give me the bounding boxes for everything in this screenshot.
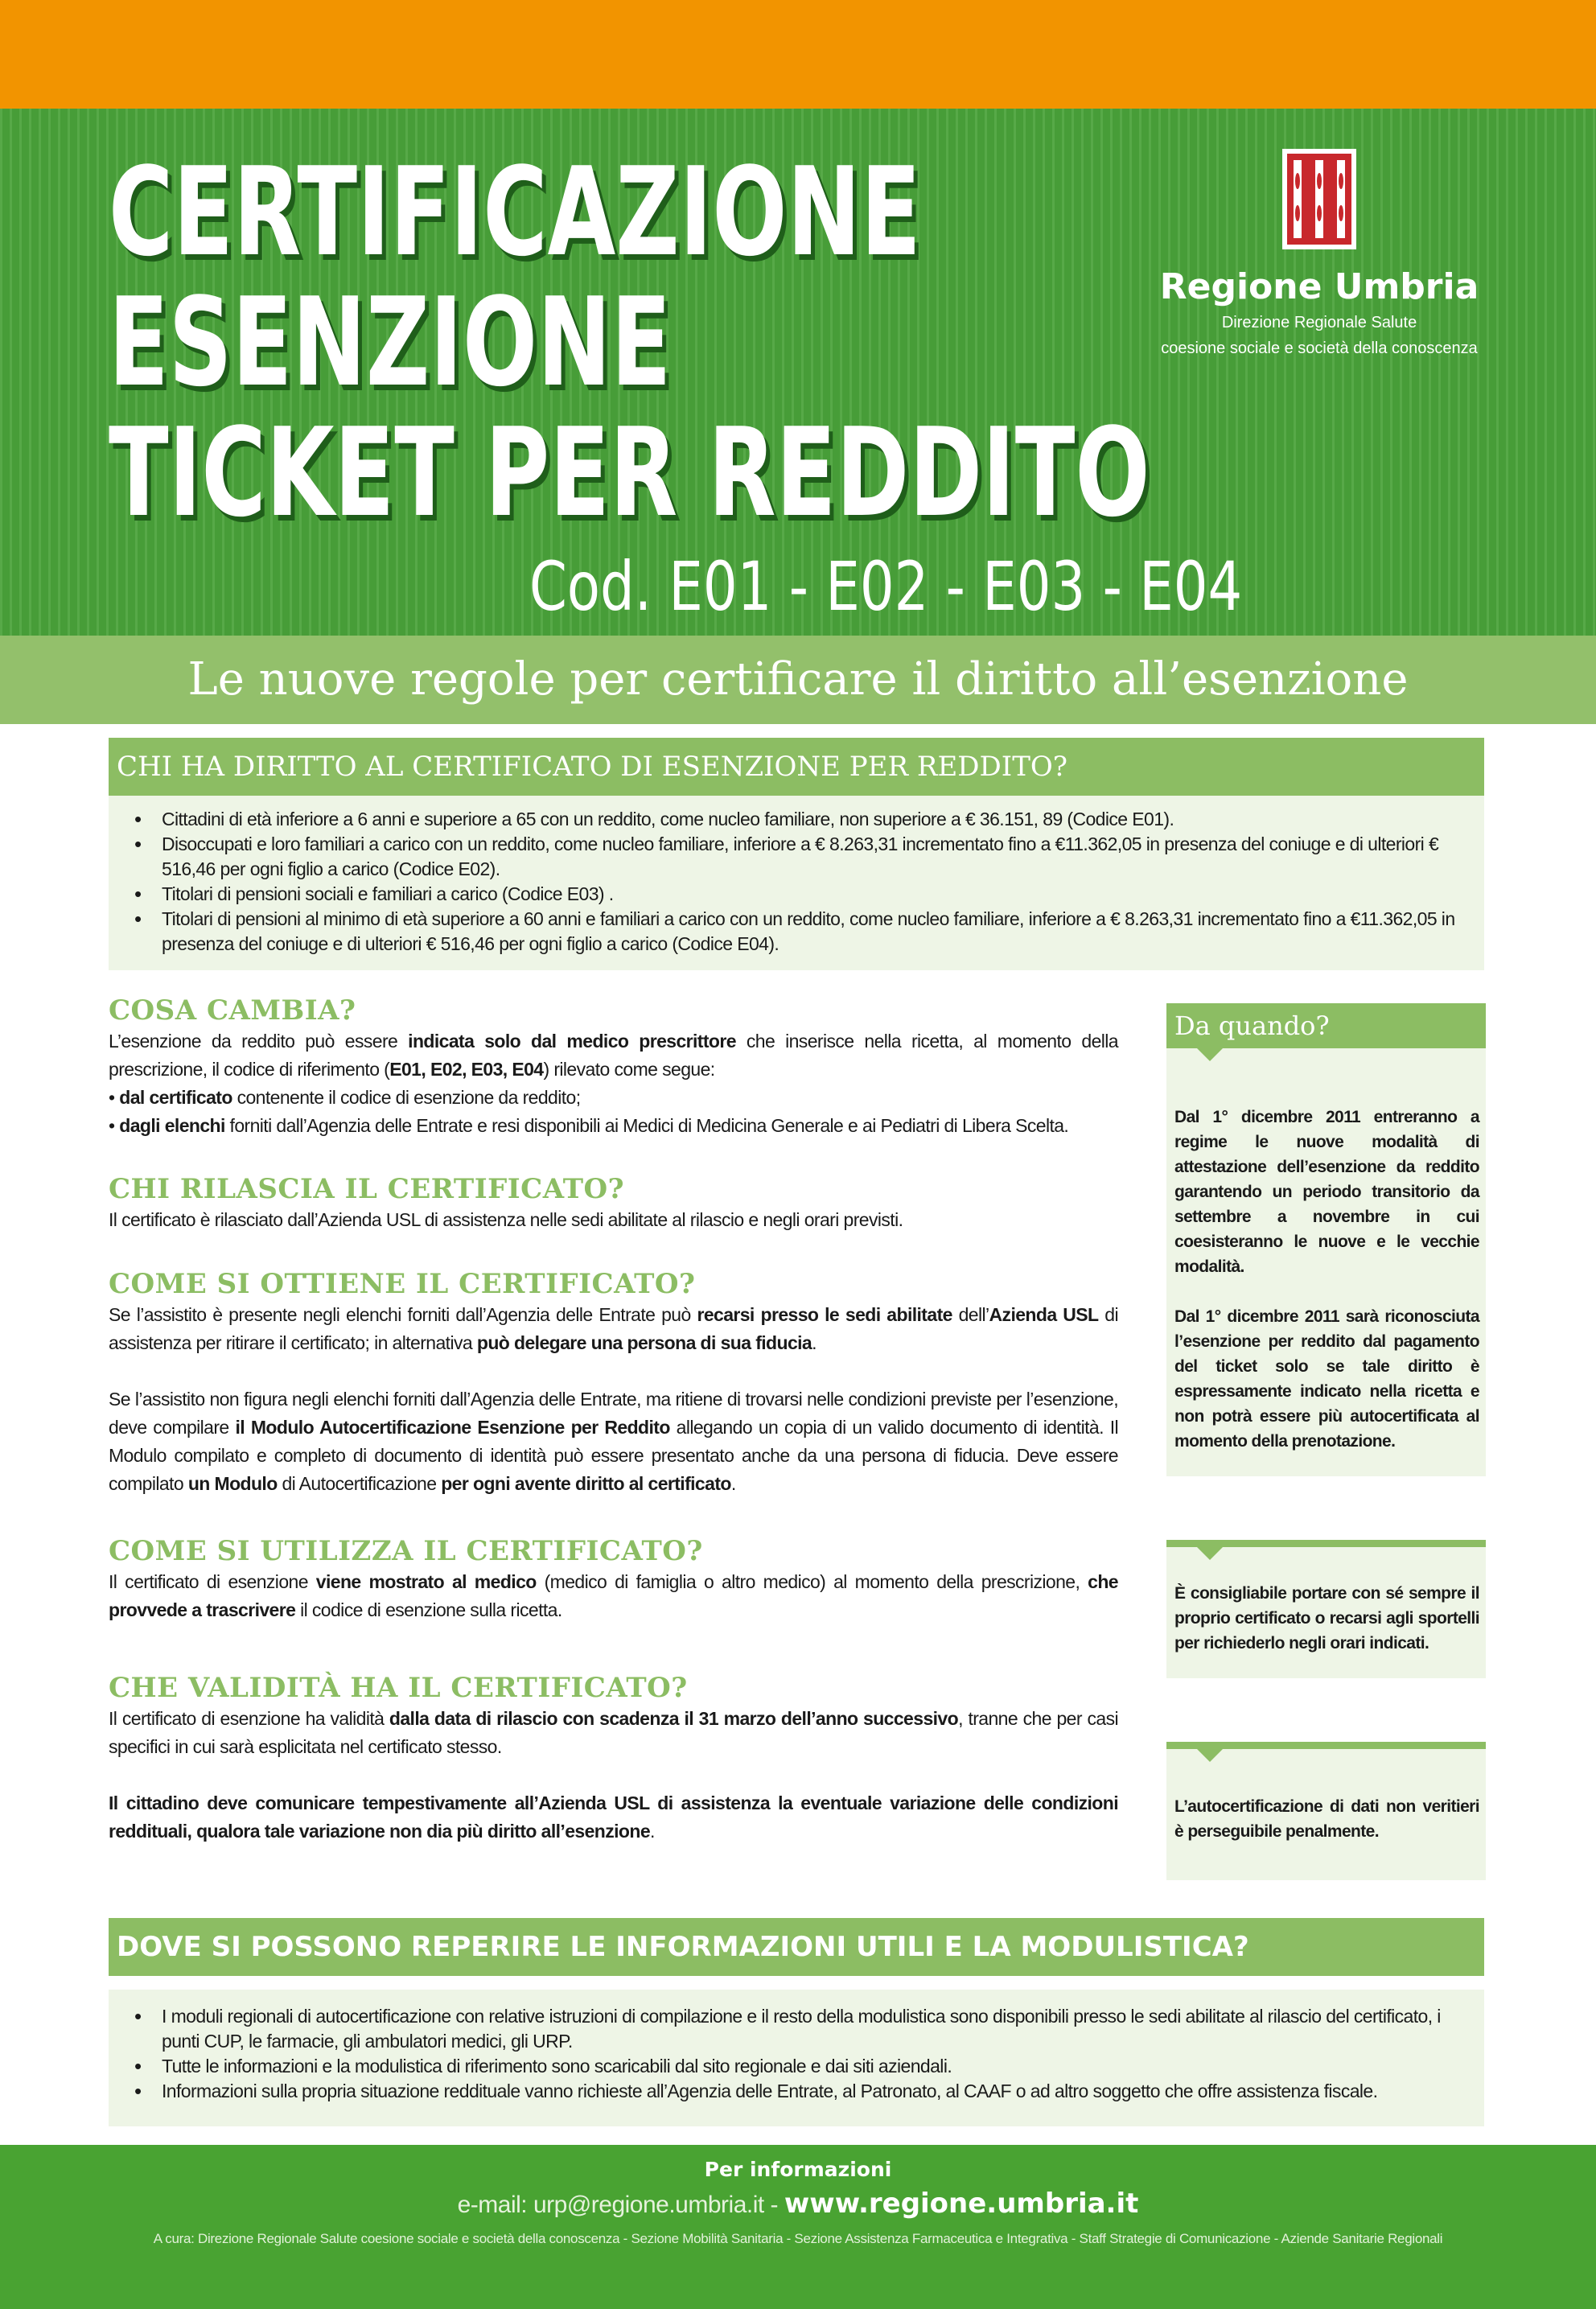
top-orange-band xyxy=(0,0,1596,109)
section-text xyxy=(109,1705,1118,1761)
title-line-2: ESENZIONE xyxy=(109,271,672,414)
footer-email[interactable]: e-mail: urp@regione.umbria.it - xyxy=(457,2192,784,2218)
sidebar-text: Dal 1° dicembre 2011 entreranno a regime le nuove modalità di attestazione dell’esenzione da reddito garantendo un periodo transitorio da settembre a novembre in cui coesisteranno le nuove e le vecchie modalità. xyxy=(1174,1108,1479,1276)
text-bold: E01, E02, E03, E04 xyxy=(389,1059,544,1080)
bullet-line: • dal certificato contenente il codice di esenzione da reddito; xyxy=(109,1087,581,1108)
footer-credits: A cura: Direzione Regionale Salute coesione sociale e società della conoscenza - Sezione Mobilità Sanitaria - Sezione Assistenza Farmaceutica e Integrativa - Staff Strategie di Comunicazione - Aziende Sanitarie Regionali xyxy=(153,2231,1443,2246)
footer xyxy=(0,2145,1596,2309)
text-bold: che provvede a trascrivere xyxy=(109,1571,1118,1620)
poster-title xyxy=(109,141,1150,544)
regione-umbria-logo xyxy=(1142,149,1496,359)
umbria-emblem-icon xyxy=(1282,149,1356,249)
text-run: . xyxy=(730,1473,736,1494)
text-bold: dagli elenchi xyxy=(119,1115,225,1136)
sidebar-heading xyxy=(1166,1003,1486,1048)
footer-contact xyxy=(0,2188,1596,2220)
list-item: • Cittadini di età inferiore a 6 anni e superiore a 65 con un reddito, come nucleo familiare, non superiore a € 36.151, 89 (Codice E01). xyxy=(133,807,1468,832)
sidebar-tip xyxy=(1166,1540,1486,1678)
text-run: dell’ xyxy=(952,1304,989,1325)
logo-subtitle-1: Direzione Regionale Salute xyxy=(1221,314,1417,331)
footer-website-link[interactable]: www.regione.umbria.it xyxy=(784,2188,1139,2220)
subtitle-band xyxy=(0,636,1596,724)
list-item: • Titolari di pensioni al minimo di età superiore a 60 anni e familiari a carico con un reddito, come nucleo familiare, inferiore a € 8.263,31 incrementato fino a €11.362,05 in presenza del coniuge e di ulteriori € 516,46 per ogni figlio a carico (Codice E04). xyxy=(133,907,1468,957)
info-box xyxy=(109,1990,1484,2126)
text-bold: per ogni avente diritto al certificato xyxy=(441,1473,731,1494)
text-bold: dalla data di rilascio con scadenza il 31 marzo dell’anno successivo xyxy=(389,1708,959,1729)
section-text: Il certificato è rilasciato dall’Azienda USL di assistenza nelle sedi abilitate al rilascio e negli orari previsti. xyxy=(109,1209,903,1230)
list-item: • Disoccupati e loro familiari a carico con un reddito, come nucleo familiare, inferiore a € 8.263,31 incrementato fino a €11.362,05 in presenza del coniuge e di ulteriori € 516,46 per ogni figlio a carico (Codice E02). xyxy=(133,832,1468,882)
text-run: Il certificato di esenzione ha validità xyxy=(109,1708,389,1729)
section-validita xyxy=(109,1671,1118,1846)
list-item: • Informazioni sulla propria situazione reddituale vanno richieste all’Agenzia delle Entrate, al Patronato, al CAAF o ad altro soggetto che offre assistenza fiscale. xyxy=(133,2079,1468,2104)
sidebar-text: È consigliabile portare con sé sempre il proprio certificato o recarsi agli sportelli per richiederlo negli orari indicati. xyxy=(1174,1584,1479,1653)
sidebar-heading-text: Da quando? xyxy=(1174,1010,1330,1041)
section-heading: COME SI OTTIENE IL CERTIFICATO? xyxy=(109,1268,696,1300)
exemption-codes: Cod. E01 - E02 - E03 - E04 xyxy=(529,547,1243,626)
variation-notice xyxy=(109,1789,1118,1846)
text-run: allegando un copia di un valido documento di identità. Il Modulo compilato e completo di documento di identità può essere presentato anche da una persona di fiducia. Deve essere compilato xyxy=(109,1417,1119,1494)
list-item: • Titolari di pensioni sociali e familiari a carico (Codice E03) . xyxy=(133,882,1468,907)
section-cosa-cambia xyxy=(109,994,1118,1140)
eligibility-box xyxy=(109,796,1484,970)
text-run: il codice di esenzione sulla ricetta. xyxy=(295,1599,562,1620)
list-item: • I moduli regionali di autocertificazione con relative istruzioni di compilazione e il resto della modulistica sono disponibili presso le sedi abilitate al rilascio del certificato, i punti CUP, le farmacie, gli ambulatori medici, gli URP. xyxy=(133,2004,1468,2054)
footer-label: Per informazioni xyxy=(704,2158,892,2181)
sidebar-strip xyxy=(1166,1540,1486,1547)
section-heading: CHE VALIDITÀ HA IL CERTIFICATO? xyxy=(109,1672,688,1704)
section-come-utilizza xyxy=(109,1534,1118,1624)
text-run: che inserisce nella ricetta, al momento della prescrizione, il codice di riferimento ( xyxy=(109,1031,1118,1080)
bullet-line: • dagli elenchi forniti dall’Agenzia delle Entrate e resi disponibili ai Medici di Medicina Generale e ai Pediatri di Libera Scelta. xyxy=(109,1115,1069,1136)
section-chi-rilascia xyxy=(109,1172,1118,1234)
text-run: Se l’assistito è presente negli elenchi forniti dall’Agenzia delle Entrate può xyxy=(109,1304,697,1325)
text-bold: Il cittadino deve comunicare tempestivamente all’Azienda USL di assistenza la eventuale variazione delle condizioni reddituali, qualora tale variazione non dia più diritto all’esenzione xyxy=(109,1792,1118,1842)
section-text xyxy=(109,1385,1118,1498)
logo-name: Regione Umbria xyxy=(1159,266,1479,307)
section-come-ottiene xyxy=(109,1267,1118,1498)
text-bold: dal certificato xyxy=(119,1087,232,1108)
notch-arrow-icon xyxy=(1197,1749,1223,1762)
eligibility-heading: CHI HA DIRITTO AL CERTIFICATO DI ESENZIONE PER REDDITO? xyxy=(109,738,1484,796)
text-run: L’esenzione da reddito può essere xyxy=(109,1031,409,1052)
sidebar-strip xyxy=(1166,1742,1486,1749)
section-heading: CHI RILASCIA IL CERTIFICATO? xyxy=(109,1173,625,1205)
logo-subtitle-2: coesione sociale e società della conoscenza xyxy=(1161,340,1478,357)
text-run: (medico di famiglia o altro medico) al momento della prescrizione, xyxy=(536,1571,1088,1592)
hero-banner xyxy=(0,109,1596,636)
sidebar-da-quando xyxy=(1166,1003,1486,1476)
text-run: . xyxy=(650,1821,655,1842)
text-run: di assistenza per ritirare il certificato; in alternativa xyxy=(109,1304,1118,1353)
text-bold: viene mostrato al medico xyxy=(315,1571,537,1592)
title-line-3: TICKET PER REDDITO xyxy=(109,401,1150,544)
text-bold: Azienda USL xyxy=(989,1304,1099,1325)
text-run: , tranne che per casi specifici in cui sarà esplicitata nel certificato stesso. xyxy=(109,1708,1119,1757)
text-bold: recarsi presso le sedi abilitate xyxy=(697,1304,952,1325)
info-list xyxy=(133,2004,1468,2104)
sidebar-text: Dal 1° dicembre 2011 sarà riconosciuta l’esenzione per reddito dal pagamento del ticket solo se tale diritto è espressamente indicato nella ricetta e non potrà essere più autocertificata al momento della prenotazione. xyxy=(1174,1307,1479,1451)
list-item: • Tutte le informazioni e la modulistica di riferimento sono scaricabili dal sito regionale e dai siti aziendali. xyxy=(133,2054,1468,2079)
text-run: Il certificato di esenzione xyxy=(109,1571,316,1592)
section-heading: COSA CAMBIA? xyxy=(109,994,356,1027)
text-bold: può delegare una persona di sua fiducia xyxy=(476,1332,812,1353)
text-run: . xyxy=(812,1332,817,1353)
title-line-1: CERTIFICAZIONE xyxy=(109,141,921,283)
info-heading: DOVE SI POSSONO REPERIRE LE INFORMAZIONI UTILI E LA MODULISTICA? xyxy=(109,1918,1484,1976)
sidebar-text: L’autocertificazione di dati non veritieri è perseguibile penalmente. xyxy=(1174,1797,1479,1841)
text-bold: un Modulo xyxy=(187,1473,278,1494)
section-text xyxy=(109,1568,1118,1624)
poster-subtitle: Le nuove regole per certificare il diritto all’esenzione xyxy=(187,653,1409,706)
section-text xyxy=(109,1027,1118,1084)
eligibility-list xyxy=(133,807,1468,957)
sidebar-warning xyxy=(1166,1742,1486,1880)
notch-arrow-icon xyxy=(1197,1547,1223,1560)
text-run: forniti dall’Agenzia delle Entrate e resi disponibili ai Medici di Medicina Generale e ai Pediatri di Libera Scelta. xyxy=(224,1115,1069,1136)
notch-arrow-icon xyxy=(1197,1048,1223,1061)
text-bold: il Modulo Autocertificazione Esenzione per Reddito xyxy=(235,1417,670,1438)
text-run: Se l’assistito non figura negli elenchi forniti dall’Agenzia delle Entrate, ma ritiene di trovarsi nelle condizioni previste per l’esenzione, deve compilare xyxy=(109,1389,1118,1438)
text-run: contenente il codice di esenzione da reddito; xyxy=(232,1087,581,1108)
section-text xyxy=(109,1301,1118,1357)
section-heading: COME SI UTILIZZA IL CERTIFICATO? xyxy=(109,1535,703,1567)
text-run: di Autocertificazione xyxy=(277,1473,442,1494)
text-bold: indicata solo dal medico prescrittore xyxy=(408,1031,736,1052)
text-run: ) rilevato come segue: xyxy=(543,1059,715,1080)
